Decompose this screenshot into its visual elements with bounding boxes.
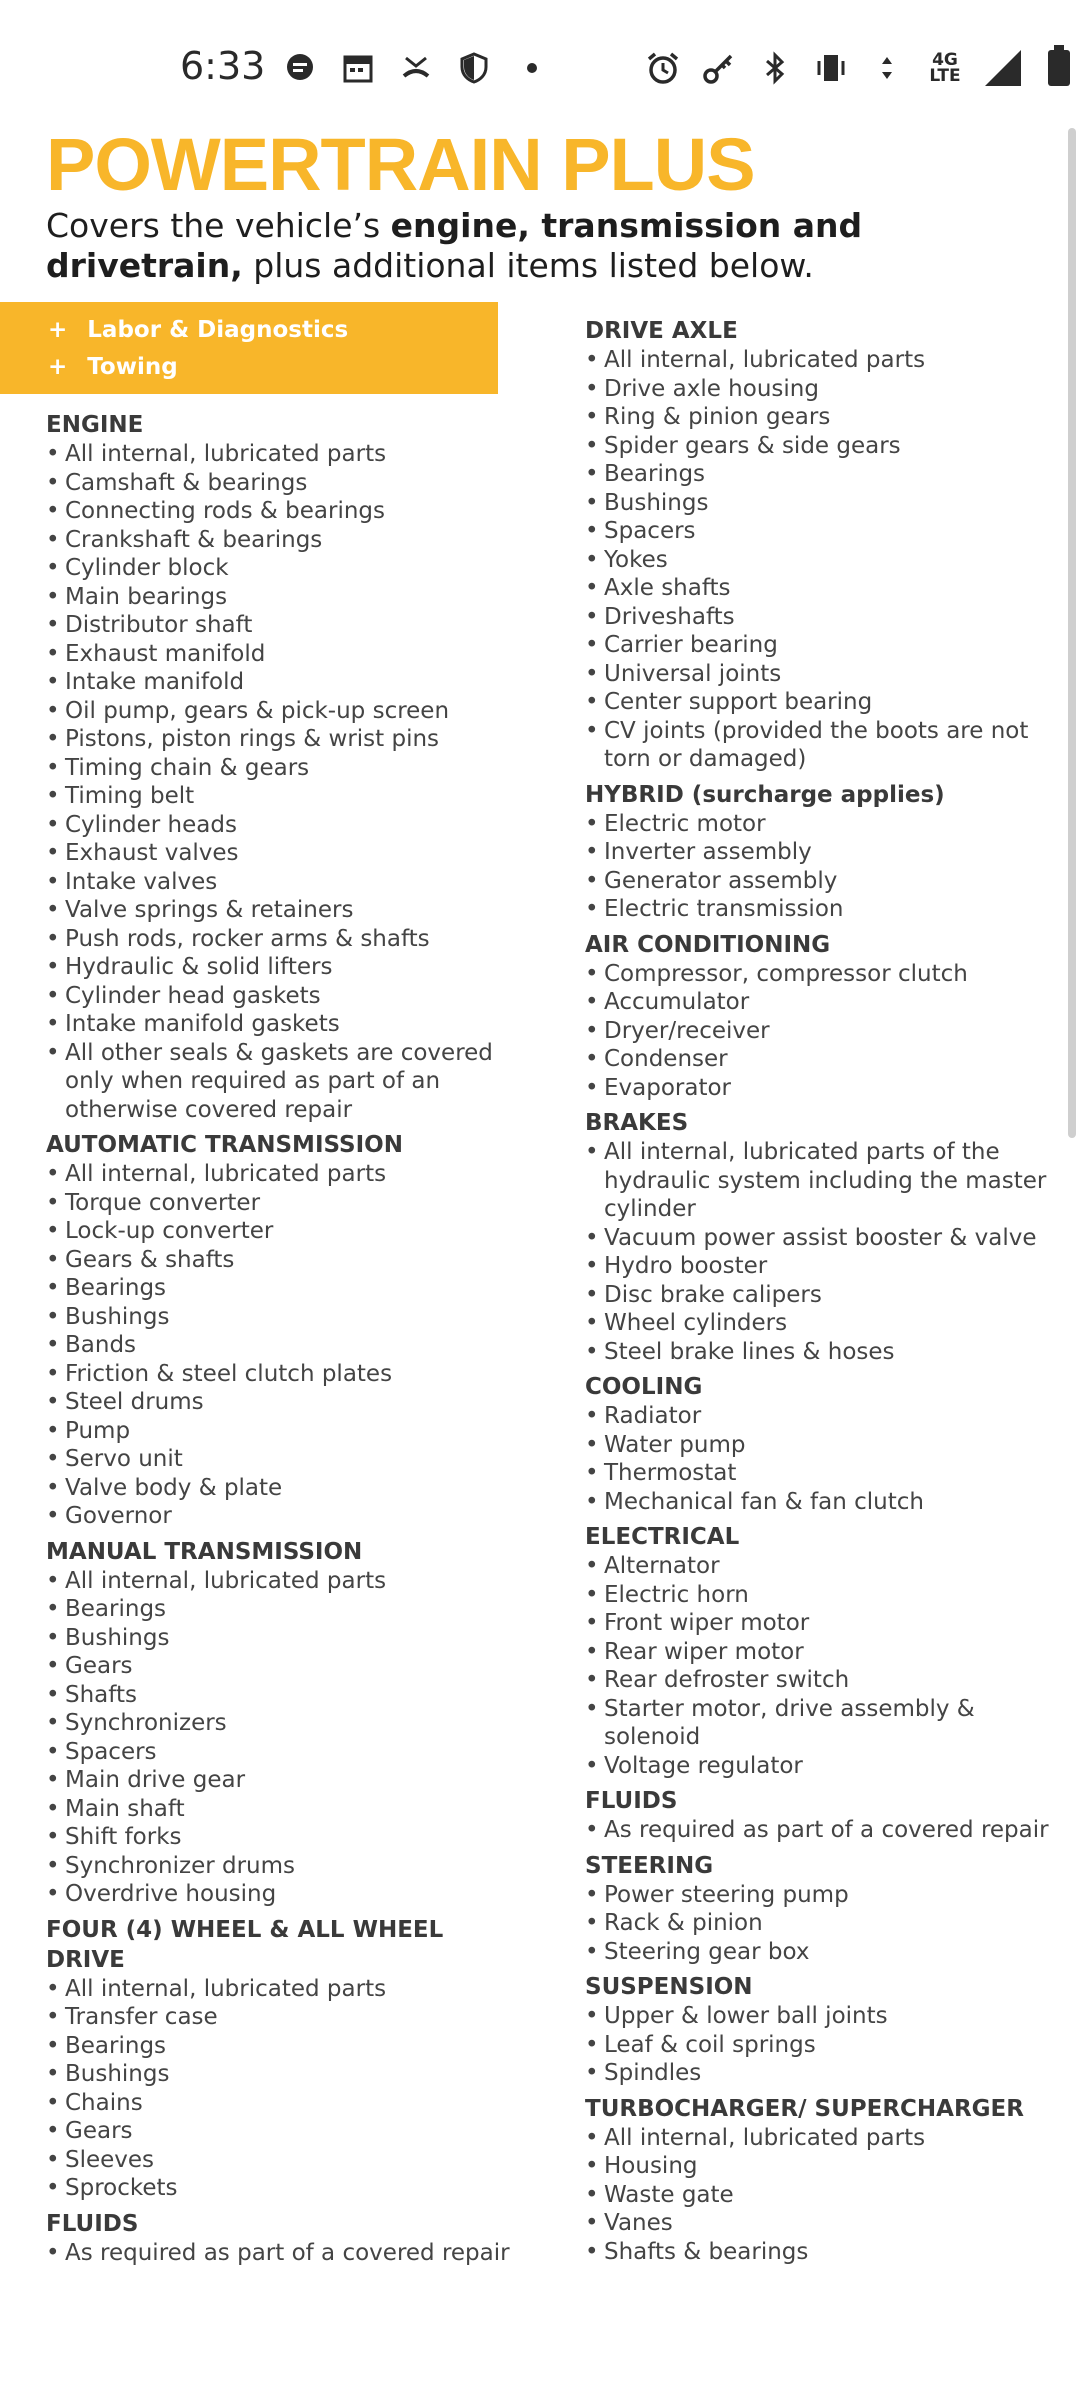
list-item [585, 1431, 1065, 1460]
list-item-text: Power steering pump [604, 1881, 849, 1908]
list-item [46, 982, 516, 1011]
data-arrows-icon [869, 50, 905, 86]
list-item [46, 1502, 516, 1531]
list-item [585, 1281, 1065, 1310]
list-item-text: Spindles [604, 2060, 702, 2086]
section-fluids [585, 1786, 1065, 1845]
list-item-text: Main drive gear [65, 1767, 246, 1793]
list-item [585, 403, 1065, 432]
list-item [585, 1581, 1065, 1610]
list-item [585, 1881, 1065, 1910]
section-automatic-transmission [46, 1130, 516, 1531]
coverage-list [585, 2124, 1065, 2267]
subtitle-suffix: plus additional items listed below. [242, 246, 814, 285]
banner-item-labor: + Labor & Diagnostics [48, 317, 349, 343]
section-title: COOLING [585, 1374, 703, 1400]
list-item [585, 895, 1065, 924]
section-title: BRAKES [585, 1110, 689, 1136]
list-item-text: Connecting rods & bearings [65, 498, 385, 524]
list-item [46, 1681, 516, 1710]
list-item-text: Electric transmission [604, 896, 844, 922]
list-item [585, 1138, 1065, 1224]
coverage-list [46, 1160, 516, 1531]
list-item [585, 838, 1065, 867]
list-item-text: Exhaust valves [65, 840, 239, 866]
list-item-text: Housing [604, 2153, 698, 2179]
list-item [585, 1552, 1065, 1581]
section-title: ENGINE [46, 412, 144, 438]
list-item-text: Steel drums [65, 1389, 204, 1415]
list-item-text: Cylinder head gaskets [65, 982, 321, 1009]
coverage-list [585, 810, 1065, 924]
section-cooling [585, 1372, 1065, 1516]
list-item-text: Bearings [65, 2032, 167, 2059]
list-item [46, 2117, 516, 2146]
coverage-list [46, 2239, 516, 2268]
list-item-text: Timing chain & gears [65, 754, 310, 781]
scrollbar[interactable] [1068, 128, 1076, 1138]
section-title: SUSPENSION [585, 1974, 753, 2000]
list-item [585, 1488, 1065, 1517]
list-item-text: Alternator [604, 1553, 720, 1579]
list-item [585, 1074, 1065, 1103]
list-item [585, 1338, 1065, 1367]
list-item-text: Inverter assembly [604, 839, 812, 865]
list-item-text: Gears [65, 1653, 133, 1679]
list-item-text: Main bearings [65, 583, 228, 610]
list-item [585, 660, 1065, 689]
banner-item-label: Towing [87, 354, 178, 380]
alarm-icon [645, 50, 681, 86]
list-item-text: Governor [65, 1503, 172, 1529]
list-item-text: As required as part of a covered repair [65, 2239, 510, 2266]
section-hybrid-surcharge-applies [585, 780, 1065, 924]
list-item-text: Center support bearing [604, 689, 873, 715]
list-item-text: As required as part of a covered repair [604, 1817, 1049, 1843]
list-item [46, 1567, 516, 1596]
list-item-text: Carrier bearing [604, 632, 778, 658]
list-item [585, 2031, 1065, 2060]
list-item-text: Wheel cylinders [604, 1310, 788, 1336]
list-item-text: Starter motor, drive assembly & solenoid [604, 1695, 975, 1750]
list-item [46, 1217, 516, 1246]
list-item-text: Shift forks [65, 1824, 182, 1850]
coverage-list [585, 2002, 1065, 2088]
list-item-text: Compressor, compressor clutch [604, 960, 968, 987]
list-item [585, 2209, 1065, 2238]
list-item [585, 517, 1065, 546]
list-item [46, 868, 516, 897]
list-item-text: Synchronizer drums [65, 1852, 296, 1879]
list-item-text: All internal, lubricated parts [604, 2124, 926, 2151]
list-item-text: Sprockets [65, 2175, 178, 2201]
list-item [585, 346, 1065, 375]
list-item-text: Crankshaft & bearings [65, 526, 323, 553]
list-item [46, 1274, 516, 1303]
list-item-text: Waste gate [604, 2181, 734, 2208]
list-item-text: Friction & steel clutch plates [65, 1360, 393, 1387]
list-item [46, 611, 516, 640]
section-drive-axle [585, 316, 1065, 774]
list-item-text: Transfer case [65, 2004, 218, 2030]
left-column [46, 404, 516, 2267]
list-item [585, 1609, 1065, 1638]
list-item [46, 1360, 516, 1389]
list-item [46, 725, 516, 754]
dot-icon [514, 50, 550, 86]
list-item [46, 1795, 516, 1824]
list-item [585, 1224, 1065, 1253]
list-item-text: All internal, lubricated parts [604, 347, 926, 373]
key-icon [701, 50, 737, 86]
list-item [46, 2239, 516, 2268]
list-item [46, 1975, 516, 2004]
banner-item-towing: + Towing [48, 354, 178, 380]
list-item [585, 546, 1065, 575]
list-item-text: Steering gear box [604, 1938, 810, 1965]
list-item-text: Exhaust manifold [65, 640, 266, 667]
section-steering [585, 1851, 1065, 1967]
shield-icon [456, 50, 492, 86]
coverage-list [585, 1816, 1065, 1845]
list-item-text: Drive axle housing [604, 375, 819, 402]
list-item [46, 1624, 516, 1653]
subtitle-prefix: Covers the vehicle’s [46, 206, 391, 245]
list-item-text: Cylinder block [65, 555, 229, 581]
list-item [46, 440, 516, 469]
list-item [46, 2174, 516, 2203]
section-title: ELECTRICAL [585, 1524, 740, 1550]
list-item [46, 1709, 516, 1738]
list-item [46, 839, 516, 868]
section-title: FLUIDS [585, 1788, 678, 1814]
list-item-text: Sleeves [65, 2146, 155, 2173]
list-item-text: Valve springs & retainers [65, 897, 354, 923]
list-item-text: Front wiper motor [604, 1610, 810, 1636]
list-item [585, 1045, 1065, 1074]
section-air-conditioning [585, 930, 1065, 1103]
list-item-text: Distributor shaft [65, 612, 253, 638]
list-item-text: Intake manifold [65, 669, 245, 695]
list-item-text: Mechanical fan & fan clutch [604, 1488, 924, 1515]
list-item-text: Bearings [604, 461, 706, 487]
list-item-text: Overdrive housing [65, 1881, 277, 1907]
list-item-text: Thermostat [604, 1460, 737, 1486]
list-item [585, 2152, 1065, 2181]
list-item-text: All other seals & gaskets are covered only when required as part of an otherwise covered repair [65, 1039, 493, 1123]
list-item-text: Hydraulic & solid lifters [65, 954, 333, 980]
bluetooth-icon [757, 50, 793, 86]
list-item [585, 960, 1065, 989]
list-item-text: Steel brake lines & hoses [604, 1338, 895, 1365]
list-item [585, 2059, 1065, 2088]
list-item [46, 811, 516, 840]
section-fluids [46, 2209, 516, 2268]
list-item [585, 1402, 1065, 1431]
list-item-text: Intake manifold gaskets [65, 1011, 340, 1037]
list-item-text: Bushings [65, 1303, 170, 1330]
battery-icon [1041, 50, 1077, 86]
coverage-list [585, 960, 1065, 1103]
coverage-list [585, 1402, 1065, 1516]
list-item-text: Bearings [65, 1275, 167, 1301]
list-item [585, 1938, 1065, 1967]
status-time: 6:33 [180, 44, 266, 88]
list-item-text: All internal, lubricated parts of the hydraulic system including the master cylinder [604, 1139, 1047, 1222]
list-item [46, 896, 516, 925]
list-item [585, 375, 1065, 404]
list-item [585, 1252, 1065, 1281]
list-item [46, 1246, 516, 1275]
coverage-list [585, 1138, 1065, 1366]
list-item-text: Chains [65, 2089, 143, 2116]
list-item [46, 2032, 516, 2061]
list-item [585, 1017, 1065, 1046]
coverage-list [585, 1552, 1065, 1780]
list-item-text: Vacuum power assist booster & valve [604, 1224, 1037, 1251]
right-column [585, 310, 1065, 2266]
list-item [46, 925, 516, 954]
list-item-text: Pump [65, 1417, 131, 1444]
list-item-text: Ring & pinion gears [604, 404, 831, 430]
list-item [46, 526, 516, 555]
list-item-text: Axle shafts [604, 575, 731, 601]
list-item [46, 1039, 516, 1125]
calendar-icon [340, 50, 376, 86]
list-item-text: Bushings [65, 1624, 170, 1651]
coverage-list [46, 1567, 516, 1909]
section-title: DRIVE AXLE [585, 318, 738, 344]
coverage-list [46, 1975, 516, 2203]
list-item [585, 1816, 1065, 1845]
list-item [585, 1309, 1065, 1338]
section-title: STEERING [585, 1852, 714, 1879]
section-title: TURBOCHARGER/ SUPERCHARGER [585, 2095, 1024, 2122]
list-item-text: Rack & pinion [604, 1910, 763, 1936]
list-item [46, 1852, 516, 1881]
list-item [46, 1445, 516, 1474]
list-item [46, 1595, 516, 1624]
list-item [585, 988, 1065, 1017]
coverage-list [585, 346, 1065, 774]
list-item [585, 2238, 1065, 2267]
list-item-text: Cylinder heads [65, 811, 237, 838]
list-item [46, 497, 516, 526]
chat-icon [282, 50, 318, 86]
missed-call-icon [398, 50, 434, 86]
list-item-text: Electric motor [604, 810, 766, 837]
list-item [585, 1695, 1065, 1752]
coverage-extras-banner [0, 302, 498, 394]
section-four-4-wheel-all-wheel-drive [46, 1915, 516, 2203]
list-item-text: Bushings [65, 2061, 170, 2087]
list-item [46, 1880, 516, 1909]
list-item-text: Torque converter [65, 1189, 261, 1216]
section-title: MANUAL TRANSMISSION [46, 1538, 363, 1565]
list-item-text: CV joints (provided the boots are not torn or damaged) [604, 717, 1029, 772]
list-item [585, 432, 1065, 461]
list-item [46, 1160, 516, 1189]
list-item [585, 2002, 1065, 2031]
list-item-text: Dryer/receiver [604, 1017, 770, 1044]
list-item-text: Lock-up converter [65, 1218, 274, 1244]
list-item-text: Condenser [604, 1046, 728, 1072]
list-item-text: Push rods, rocker arms & shafts [65, 925, 430, 952]
list-item-text: Shafts & bearings [604, 2238, 809, 2265]
list-item [46, 1303, 516, 1332]
list-item-text: Disc brake calipers [604, 1281, 822, 1308]
list-item-text: Yokes [604, 546, 668, 573]
list-item [46, 469, 516, 498]
list-item-text: Spacers [604, 518, 696, 544]
list-item-text: Driveshafts [604, 603, 735, 630]
list-item [585, 867, 1065, 896]
list-item-text: Valve body & plate [65, 1474, 283, 1501]
list-item-text: Servo unit [65, 1446, 183, 1472]
section-title: FOUR (4) WHEEL & ALL WHEEL DRIVE [46, 1916, 444, 1973]
list-item-text: Rear defroster switch [604, 1667, 850, 1693]
page-title: POWERTRAIN PLUS [46, 123, 755, 206]
subtitle-bold: engine, transmission and drivetrain, [46, 206, 863, 285]
list-item [46, 2003, 516, 2032]
list-item-text: Radiator [604, 1403, 702, 1429]
list-item-text: Gears [65, 2118, 133, 2144]
list-item-text: Pistons, piston rings & wrist pins [65, 726, 440, 752]
list-item [585, 2181, 1065, 2210]
list-item-text: Generator assembly [604, 867, 838, 894]
list-item [46, 953, 516, 982]
list-item [585, 1909, 1065, 1938]
list-item-text: Water pump [604, 1431, 746, 1458]
list-item [46, 640, 516, 669]
section-electrical [585, 1522, 1065, 1780]
section-title: AIR CONDITIONING [585, 931, 831, 958]
list-item-text: Timing belt [65, 783, 195, 809]
list-item-text: All internal, lubricated parts [65, 1975, 387, 2002]
list-item-text: Voltage regulator [604, 1752, 803, 1779]
list-item-text: Evaporator [604, 1074, 732, 1101]
list-item-text: Upper & lower ball joints [604, 2003, 888, 2029]
section-title: AUTOMATIC TRANSMISSION [46, 1132, 403, 1158]
section-brakes [585, 1108, 1065, 1366]
list-item-text: All internal, lubricated parts [65, 441, 387, 467]
list-item-text: Spacers [65, 1738, 157, 1765]
signal-icon [985, 50, 1021, 86]
list-item [585, 603, 1065, 632]
list-item-text: All internal, lubricated parts [65, 1161, 387, 1187]
list-item-text: Bearings [65, 1596, 167, 1622]
list-item-text: Vanes [604, 2210, 673, 2236]
list-item-text: Electric horn [604, 1581, 749, 1608]
section-suspension [585, 1972, 1065, 2088]
list-item [585, 1459, 1065, 1488]
list-item-text: Shafts [65, 1681, 137, 1708]
list-item [46, 1652, 516, 1681]
list-item-text: All internal, lubricated parts [65, 1567, 387, 1594]
section-engine [46, 410, 516, 1124]
list-item [585, 688, 1065, 717]
list-item [585, 574, 1065, 603]
list-item [46, 1417, 516, 1446]
list-item [585, 2124, 1065, 2153]
list-item [46, 1010, 516, 1039]
list-item-text: Bands [65, 1332, 137, 1358]
list-item [46, 1189, 516, 1218]
list-item-text: Oil pump, gears & pick-up screen [65, 697, 450, 724]
list-item-text: Accumulator [604, 989, 750, 1015]
list-item-text: Universal joints [604, 660, 782, 687]
list-item-text: Leaf & coil springs [604, 2031, 816, 2058]
list-item [46, 2060, 516, 2089]
list-item [46, 1738, 516, 1767]
list-item-text: Main shaft [65, 1795, 185, 1822]
section-turbocharger-supercharger [585, 2094, 1065, 2267]
list-item [585, 489, 1065, 518]
list-item [46, 782, 516, 811]
list-item [585, 631, 1065, 660]
list-item-text: Synchronizers [65, 1710, 227, 1736]
section-title: HYBRID (surcharge applies) [585, 781, 945, 808]
list-item [46, 583, 516, 612]
list-item [46, 554, 516, 583]
list-item [46, 1331, 516, 1360]
list-item-text: Rear wiper motor [604, 1638, 804, 1665]
list-item [46, 1766, 516, 1795]
list-item [46, 668, 516, 697]
list-item [585, 1752, 1065, 1781]
list-item [46, 2146, 516, 2175]
list-item [585, 1666, 1065, 1695]
list-item-text: Hydro booster [604, 1253, 768, 1279]
list-item [585, 810, 1065, 839]
network-type-label: 4G LTE [929, 50, 961, 86]
list-item [46, 697, 516, 726]
list-item [585, 717, 1065, 774]
section-title: FLUIDS [46, 2210, 139, 2237]
list-item-text: Bushings [604, 489, 709, 516]
banner-item-label: Labor & Diagnostics [87, 317, 349, 343]
list-item [46, 1823, 516, 1852]
list-item [585, 1638, 1065, 1667]
list-item [46, 1474, 516, 1503]
vibrate-icon [813, 50, 849, 86]
list-item-text: Camshaft & bearings [65, 469, 308, 496]
coverage-list [585, 1881, 1065, 1967]
list-item-text: Spider gears & side gears [604, 432, 901, 459]
list-item [46, 754, 516, 783]
list-item [46, 2089, 516, 2118]
list-item-text: Gears & shafts [65, 1246, 235, 1273]
status-bar [0, 0, 1080, 130]
coverage-list [46, 440, 516, 1124]
page-subtitle [46, 206, 946, 286]
section-manual-transmission [46, 1537, 516, 1909]
list-item [585, 460, 1065, 489]
list-item-text: Intake valves [65, 868, 218, 895]
list-item [46, 1388, 516, 1417]
